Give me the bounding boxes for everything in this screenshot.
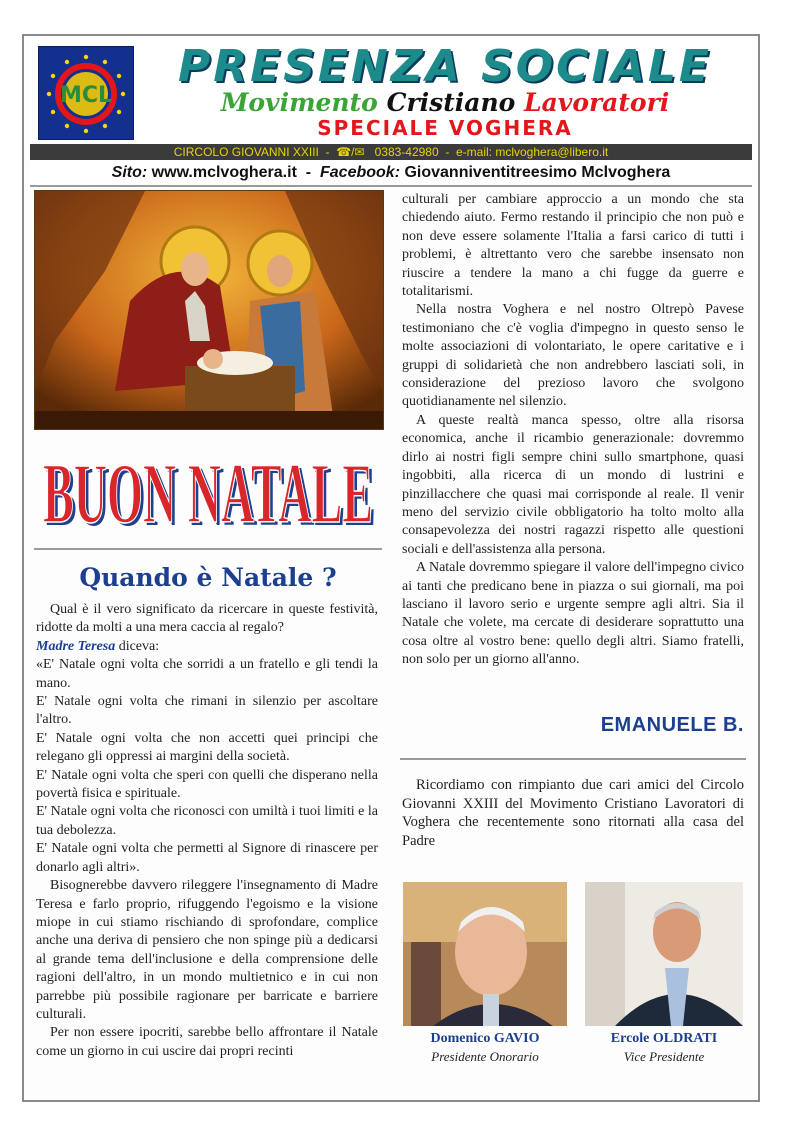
contact-bar: CIRCOLO GIOVANNI XXIII - ☎/✉ 0383-42980 - e-mail: mclvoghera@libero.it — [30, 144, 752, 160]
special-edition-label: SPECIALE VOGHERA — [317, 116, 573, 140]
article-paragraph: A Natale dovremmo spiegare il valore dell'impegno civico ai tanti che predicano bene in piazza o sui giornali, ma poi lasciano il lavoro serio e urgente sempre agli altri. Sia il Natale che volete, ma cercate di desiderare soprattutto una cosa oltre al vostro bene: quello degli altri. Siamo fratelli, non solo per un giorno all'anno. — [402, 560, 744, 668]
quote-line: E' Natale ogni volta che rimani in silenzio per ascoltare l'altro. — [36, 694, 378, 728]
article-left-column — [36, 601, 378, 1061]
article-paragraph: Bisognerebbe davvero rileggere l'insegnamento di Madre Teresa e farlo proprio, rifuggendo l'egoismo e la visione miope in cui stiamo rischiando di sprofondare, complice anche una deriva di pensiero che non spinge più a dedicarsi al grande tema dell'inclusione e della comprensione delle ragioni dell'altro, in un mondo multietnico e in cui non parrebbe più possibile ragionare per barricate e barriere culturali. — [36, 878, 378, 1022]
quote-line: E' Natale ogni volta che non accetti quei principi che relegano gli oppressi ai margini della società. — [36, 730, 378, 765]
quote-line: E' Natale ogni volta che speri con quelli che disperano nella povertà fisica e spirituale. — [36, 767, 378, 802]
email-link[interactable]: e-mail: mclvoghera@libero.it — [456, 145, 609, 159]
person-name: Domenico GAVIO — [430, 1031, 540, 1046]
newspaper-title: PRESENZA SOCIALE — [178, 41, 712, 92]
photo-domenico-gavio — [403, 882, 567, 1026]
mcl-logo — [38, 46, 134, 140]
circolo-label: CIRCOLO GIOVANNI XXIII — [173, 145, 319, 159]
svg-text:MCL: MCL — [59, 83, 113, 108]
quote-line: «E' Natale ogni volta che sorridi a un fratello e gli tendi la mano. — [36, 657, 378, 691]
quote-line: E' Natale ogni volta che riconosci con umiltà i tuoi limiti e la tua debolezza. — [36, 804, 378, 838]
author-signature: EMANUELE B. — [600, 714, 744, 736]
memorial-text: Ricordiamo con rimpianto due cari amici del Circolo Giovanni XXIII del Movimento Cristiano Lavoratori di Voghera che recentemente sono ritornati alla casa del Padre — [402, 777, 744, 849]
article-paragraph: Nella nostra Voghera e nel nostro Oltrepò Pavese testimoniano che c'è voglia d'impegno in questo senso le molte associazioni di volontariato, le opere caritative e i gruppi di solidarietà che non andrebbero lasciati soli, in considerazione del prezioso lavoro che svolgono quotidianamente nel silenzio. — [402, 302, 744, 410]
divider — [400, 758, 746, 760]
person-role: Presidente Onorario — [431, 1049, 539, 1064]
article-paragraph: Per non essere ipocriti, sarebbe bello affrontare il Natale come un giorno in cui uscire dai propri recinti — [36, 1025, 378, 1059]
phone-icon: ☎/✉ — [336, 145, 365, 159]
svg-text:BUON NATALE: BUON NATALE — [46, 448, 376, 540]
article-paragraph: culturali per cambiare approccio a un mondo che sta chiedendo aiuto. Fermo restando il principio che non può e non deve essere solamente l'Italia a farsi carico di tutti i problemi, è altrettanto vero che sarebbe insensato non riuscire a tendere la mano a chi fugge da guerre e totalitarismi. — [402, 192, 744, 300]
nativity-icon-image — [34, 190, 384, 430]
svg-text:BUON NATALE: BUON NATALE — [43, 445, 373, 540]
photo-ercole-oldrati — [585, 882, 743, 1026]
website-link[interactable]: www.mclvoghera.it — [151, 164, 297, 181]
phone-number: 0383-42980 — [374, 145, 439, 159]
buon-natale-banner — [38, 440, 378, 540]
person-name: Ercole OLDRATI — [610, 1031, 718, 1046]
person-role: Vice Presidente — [623, 1049, 705, 1064]
article-title: Quando è Natale ? — [79, 563, 337, 592]
article-paragraph: A queste realtà manca spesso, oltre alla risorsa economica, anche il ricambio generazionale: dovremmo dirlo ai nostri figli sempre chini sullo smartphone, quasi ingobbiti, alla ricerca di un mondo di lustrini e pinzillacchere che quasi mai corrisponde al reale. Il venir meno del servizio civile obbligatorio ha tolto molto alla consapevolezza dei nostri ragazzi rispetto alle questioni sociali e dell'assistenza alla persona. — [402, 412, 744, 557]
website-bar: Sito: www.mclvoghera.it - Facebook: Giovanniventitreesimo Mclvoghera — [30, 161, 752, 187]
article-paragraph: Madre Teresa diceva: — [36, 638, 160, 654]
facebook-link[interactable]: Giovanniventitreesimo Mclvoghera — [404, 164, 671, 181]
movement-subtitle: Movimento Cristiano Lavoratori — [220, 88, 670, 117]
masthead — [30, 40, 752, 144]
article-paragraph: Qual è il vero significato da ricercare in queste festività, ridotte da molti a una mera caccia al regalo? — [36, 602, 378, 636]
quote-line: E' Natale ogni volta che permetti al Signore di rinascere per donarlo agli altri». — [36, 841, 378, 875]
article-right-column — [402, 191, 744, 670]
divider — [34, 548, 382, 550]
